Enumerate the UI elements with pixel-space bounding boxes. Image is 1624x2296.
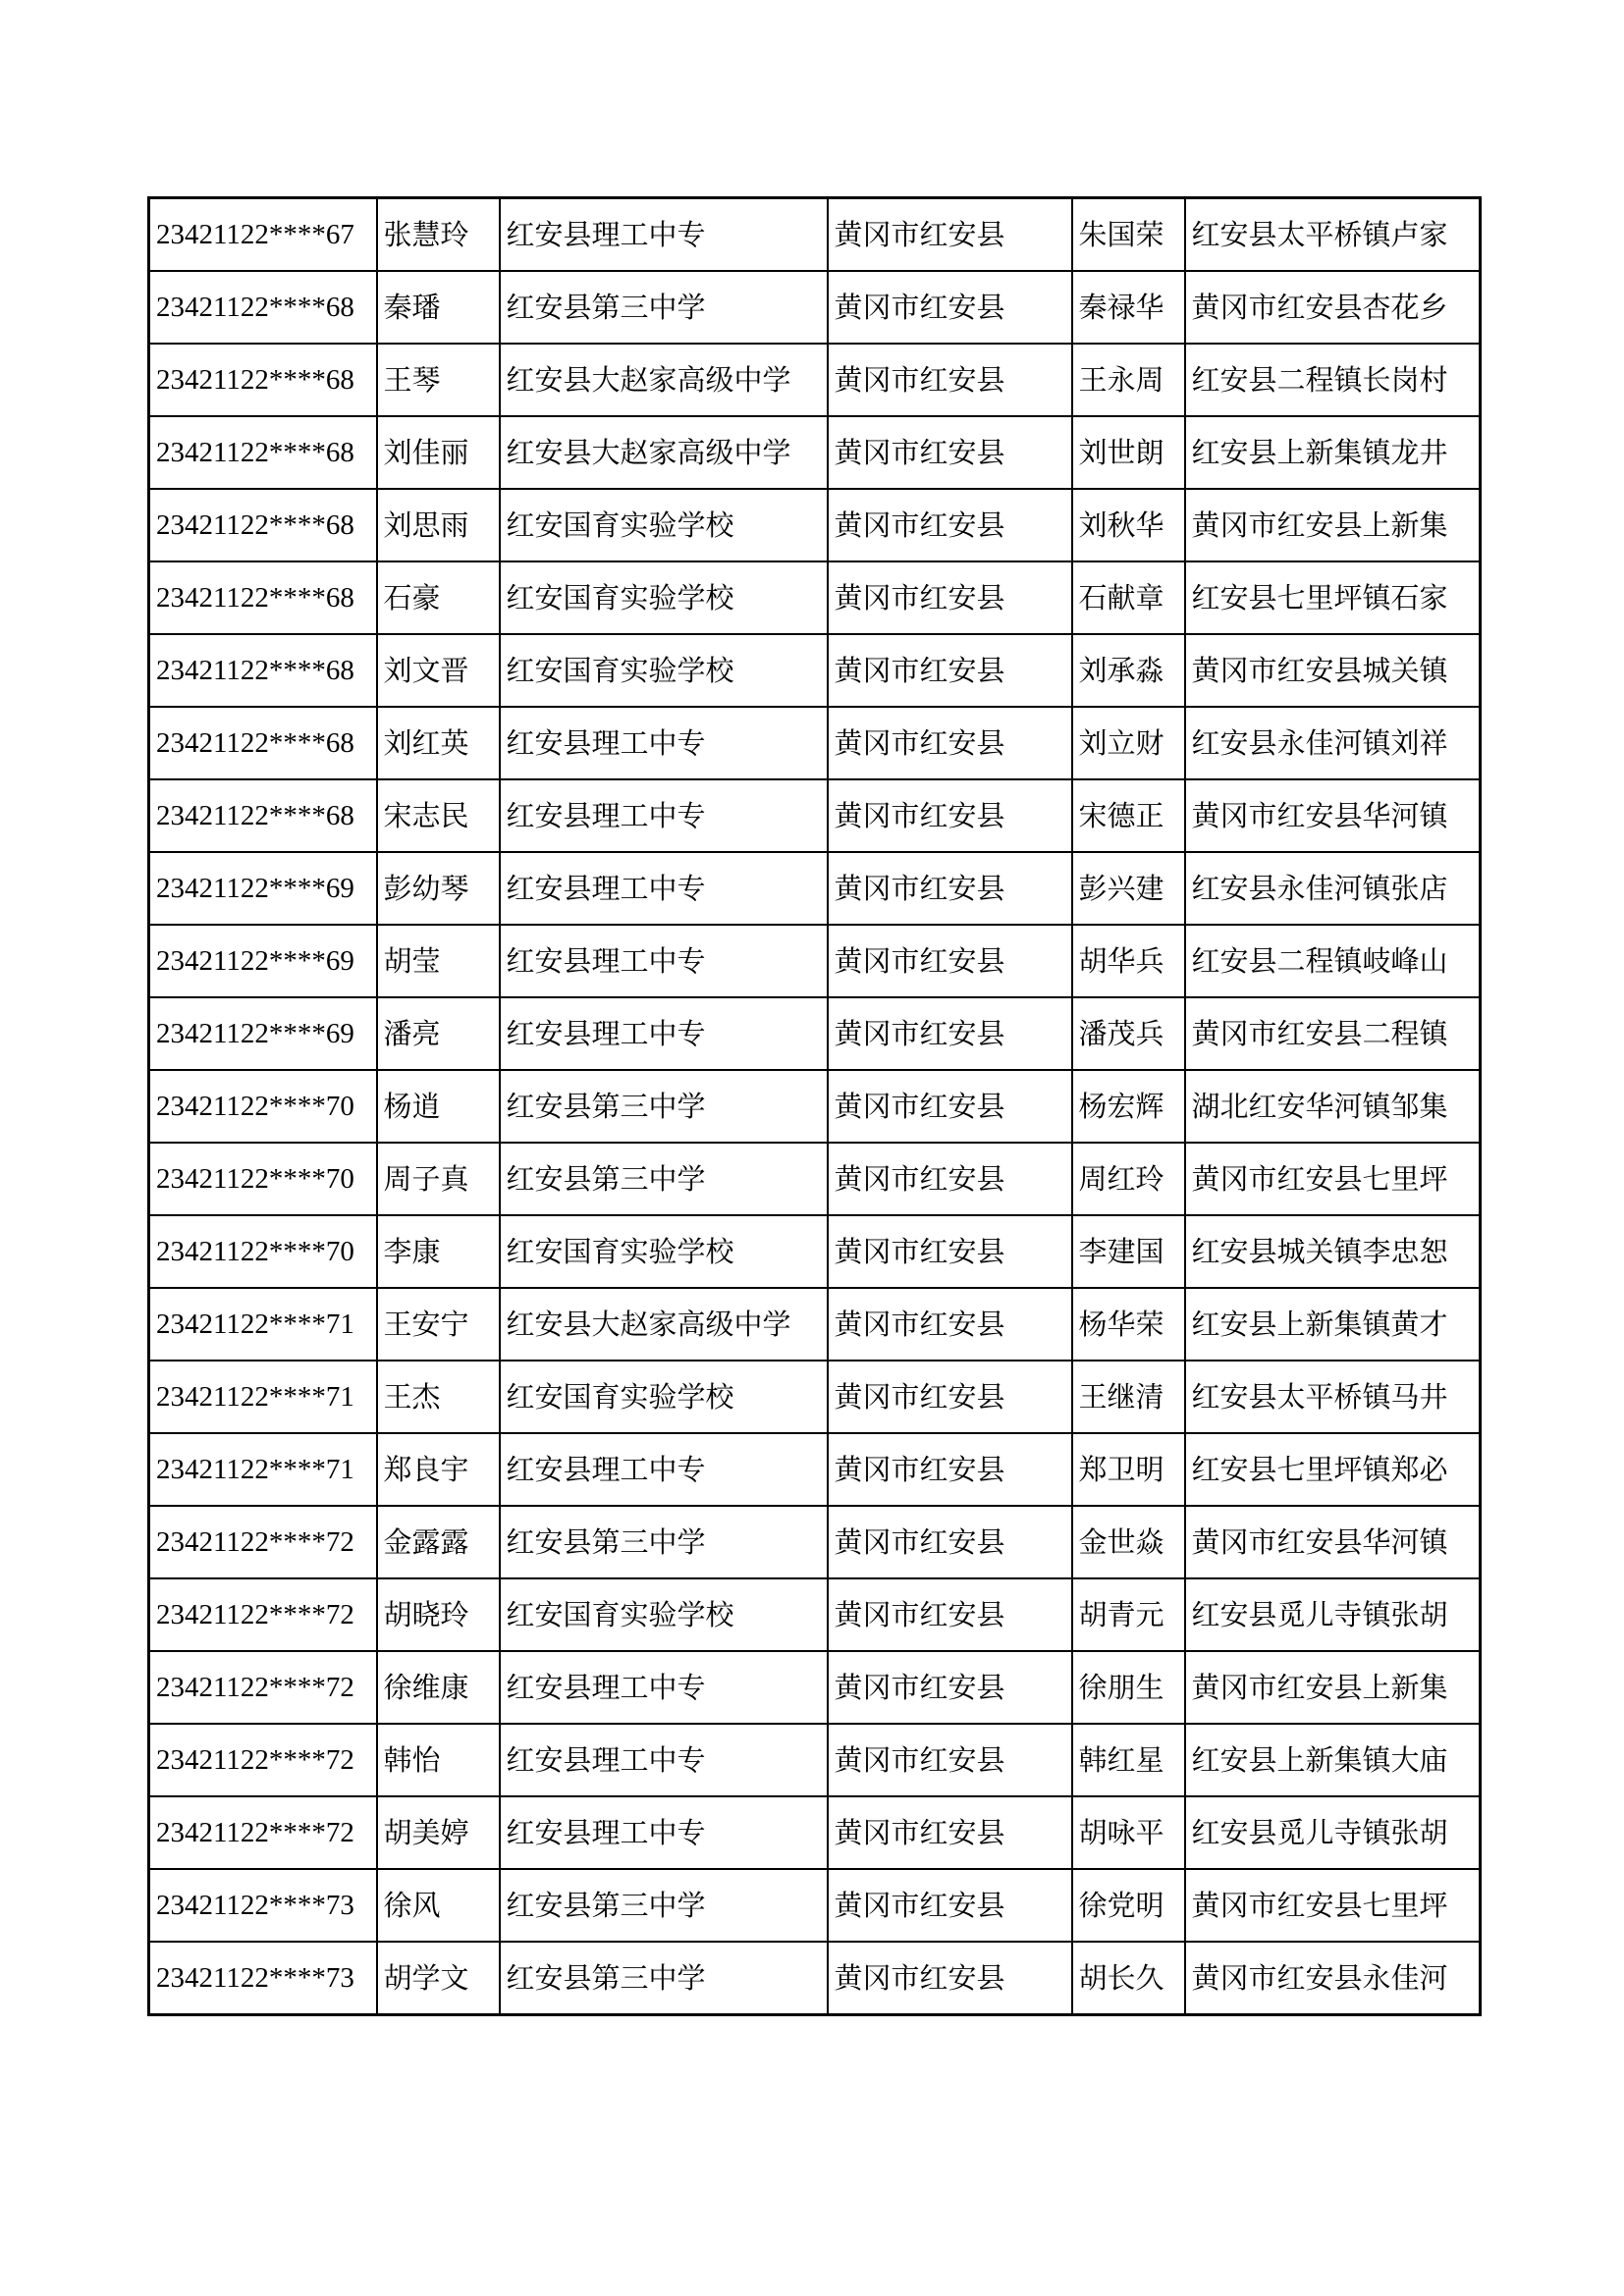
student-name-cell: 刘红英 [377, 707, 500, 779]
school-cell: 红安县理工中专 [500, 1796, 828, 1869]
guardian-name-cell: 刘秋华 [1072, 489, 1185, 561]
guardian-name-cell: 刘立财 [1072, 707, 1185, 779]
region-cell: 黄冈市红安县 [828, 1215, 1072, 1288]
guardian-name-cell: 王继清 [1072, 1361, 1185, 1433]
region-cell: 黄冈市红安县 [828, 271, 1072, 344]
guardian-name-cell: 宋德正 [1072, 779, 1185, 852]
region-cell: 黄冈市红安县 [828, 1796, 1072, 1869]
id-number-cell: 23421122****68 [149, 344, 377, 416]
table-row [149, 1215, 1481, 1288]
region-cell: 黄冈市红安县 [828, 707, 1072, 779]
school-cell: 红安国育实验学校 [500, 634, 828, 707]
address-cell: 黄冈市红安县七里坪 [1185, 1143, 1481, 1215]
id-number-cell: 23421122****67 [149, 198, 377, 272]
student-name-cell: 胡莹 [377, 925, 500, 997]
table-row [149, 1942, 1481, 2015]
school-cell: 红安县第三中学 [500, 1942, 828, 2015]
table-row [149, 852, 1481, 925]
guardian-name-cell: 石献章 [1072, 561, 1185, 634]
id-number-cell: 23421122****68 [149, 416, 377, 489]
address-cell: 红安县上新集镇龙井 [1185, 416, 1481, 489]
guardian-name-cell: 彭兴建 [1072, 852, 1185, 925]
table-row [149, 634, 1481, 707]
region-cell: 黄冈市红安县 [828, 925, 1072, 997]
table-row [149, 997, 1481, 1070]
region-cell: 黄冈市红安县 [828, 1361, 1072, 1433]
table-row [149, 198, 1481, 272]
id-number-cell: 23421122****72 [149, 1506, 377, 1578]
region-cell: 黄冈市红安县 [828, 779, 1072, 852]
id-number-cell: 23421122****72 [149, 1796, 377, 1869]
id-number-cell: 23421122****70 [149, 1143, 377, 1215]
school-cell: 红安县第三中学 [500, 1869, 828, 1942]
student-name-cell: 刘思雨 [377, 489, 500, 561]
school-cell: 红安县理工中专 [500, 1433, 828, 1506]
table-row [149, 271, 1481, 344]
table-row [149, 1070, 1481, 1143]
id-number-cell: 23421122****68 [149, 779, 377, 852]
address-cell: 黄冈市红安县杏花乡 [1185, 271, 1481, 344]
school-cell: 红安国育实验学校 [500, 1578, 828, 1651]
student-name-cell: 杨逍 [377, 1070, 500, 1143]
address-cell: 黄冈市红安县城关镇 [1185, 634, 1481, 707]
id-number-cell: 23421122****68 [149, 489, 377, 561]
region-cell: 黄冈市红安县 [828, 1578, 1072, 1651]
guardian-name-cell: 胡长久 [1072, 1942, 1185, 2015]
guardian-name-cell: 潘茂兵 [1072, 997, 1185, 1070]
guardian-name-cell: 杨宏辉 [1072, 1070, 1185, 1143]
region-cell: 黄冈市红安县 [828, 561, 1072, 634]
school-cell: 红安县大赵家高级中学 [500, 344, 828, 416]
guardian-name-cell: 王永周 [1072, 344, 1185, 416]
table-row [149, 1506, 1481, 1578]
address-cell: 红安县上新集镇黄才 [1185, 1288, 1481, 1361]
table-row [149, 707, 1481, 779]
student-name-cell: 张慧玲 [377, 198, 500, 272]
region-cell: 黄冈市红安县 [828, 1651, 1072, 1724]
id-number-cell: 23421122****72 [149, 1724, 377, 1796]
address-cell: 红安县七里坪镇郑必 [1185, 1433, 1481, 1506]
address-cell: 红安县觅儿寺镇张胡 [1185, 1796, 1481, 1869]
school-cell: 红安县大赵家高级中学 [500, 1288, 828, 1361]
address-cell: 黄冈市红安县永佳河 [1185, 1942, 1481, 2015]
address-cell: 红安县二程镇长岗村 [1185, 344, 1481, 416]
school-cell: 红安国育实验学校 [500, 489, 828, 561]
guardian-name-cell: 秦禄华 [1072, 271, 1185, 344]
school-cell: 红安县第三中学 [500, 1506, 828, 1578]
id-number-cell: 23421122****68 [149, 561, 377, 634]
region-cell: 黄冈市红安县 [828, 852, 1072, 925]
school-cell: 红安国育实验学校 [500, 1215, 828, 1288]
student-name-cell: 郑良宇 [377, 1433, 500, 1506]
guardian-name-cell: 胡咏平 [1072, 1796, 1185, 1869]
id-number-cell: 23421122****68 [149, 707, 377, 779]
student-name-cell: 王琴 [377, 344, 500, 416]
guardian-name-cell: 韩红星 [1072, 1724, 1185, 1796]
address-cell: 红安县觅儿寺镇张胡 [1185, 1578, 1481, 1651]
school-cell: 红安国育实验学校 [500, 1361, 828, 1433]
student-name-cell: 周子真 [377, 1143, 500, 1215]
guardian-name-cell: 刘世朗 [1072, 416, 1185, 489]
region-cell: 黄冈市红安县 [828, 997, 1072, 1070]
address-cell: 湖北红安华河镇邹集 [1185, 1070, 1481, 1143]
id-number-cell: 23421122****71 [149, 1361, 377, 1433]
table-row [149, 1433, 1481, 1506]
student-name-cell: 韩怡 [377, 1724, 500, 1796]
address-cell: 红安县永佳河镇张店 [1185, 852, 1481, 925]
address-cell: 红安县太平桥镇马井 [1185, 1361, 1481, 1433]
id-number-cell: 23421122****69 [149, 925, 377, 997]
guardian-name-cell: 胡华兵 [1072, 925, 1185, 997]
id-number-cell: 23421122****70 [149, 1070, 377, 1143]
guardian-name-cell: 徐党明 [1072, 1869, 1185, 1942]
region-cell: 黄冈市红安县 [828, 1506, 1072, 1578]
address-cell: 黄冈市红安县华河镇 [1185, 1506, 1481, 1578]
table-row [149, 344, 1481, 416]
region-cell: 黄冈市红安县 [828, 344, 1072, 416]
region-cell: 黄冈市红安县 [828, 634, 1072, 707]
school-cell: 红安县理工中专 [500, 779, 828, 852]
school-cell: 红安县理工中专 [500, 852, 828, 925]
student-name-cell: 胡美婷 [377, 1796, 500, 1869]
address-cell: 黄冈市红安县华河镇 [1185, 779, 1481, 852]
student-name-cell: 徐维康 [377, 1651, 500, 1724]
address-cell: 红安县七里坪镇石家 [1185, 561, 1481, 634]
guardian-name-cell: 刘承淼 [1072, 634, 1185, 707]
student-name-cell: 宋志民 [377, 779, 500, 852]
student-name-cell: 王安宁 [377, 1288, 500, 1361]
guardian-name-cell: 杨华荣 [1072, 1288, 1185, 1361]
region-cell: 黄冈市红安县 [828, 1942, 1072, 2015]
table-row [149, 1288, 1481, 1361]
region-cell: 黄冈市红安县 [828, 1433, 1072, 1506]
student-name-cell: 石豪 [377, 561, 500, 634]
guardian-name-cell: 胡青元 [1072, 1578, 1185, 1651]
id-number-cell: 23421122****72 [149, 1651, 377, 1724]
table-row [149, 561, 1481, 634]
id-number-cell: 23421122****68 [149, 634, 377, 707]
school-cell: 红安县理工中专 [500, 1724, 828, 1796]
school-cell: 红安县第三中学 [500, 271, 828, 344]
region-cell: 黄冈市红安县 [828, 416, 1072, 489]
guardian-name-cell: 徐朋生 [1072, 1651, 1185, 1724]
region-cell: 黄冈市红安县 [828, 1869, 1072, 1942]
guardian-name-cell: 郑卫明 [1072, 1433, 1185, 1506]
id-number-cell: 23421122****69 [149, 997, 377, 1070]
school-cell: 红安国育实验学校 [500, 561, 828, 634]
school-cell: 红安县理工中专 [500, 925, 828, 997]
student-name-cell: 彭幼琴 [377, 852, 500, 925]
school-cell: 红安县理工中专 [500, 997, 828, 1070]
roster-table [147, 196, 1482, 2016]
id-number-cell: 23421122****73 [149, 1942, 377, 2015]
school-cell: 红安县第三中学 [500, 1070, 828, 1143]
table-row [149, 489, 1481, 561]
student-name-cell: 刘文晋 [377, 634, 500, 707]
address-cell: 红安县二程镇岐峰山 [1185, 925, 1481, 997]
guardian-name-cell: 金世焱 [1072, 1506, 1185, 1578]
table-row [149, 925, 1481, 997]
school-cell: 红安县理工中专 [500, 198, 828, 272]
student-name-cell: 胡晓玲 [377, 1578, 500, 1651]
school-cell: 红安县理工中专 [500, 707, 828, 779]
id-number-cell: 23421122****68 [149, 271, 377, 344]
table-row [149, 1578, 1481, 1651]
guardian-name-cell: 周红玲 [1072, 1143, 1185, 1215]
id-number-cell: 23421122****71 [149, 1433, 377, 1506]
table-row [149, 1796, 1481, 1869]
id-number-cell: 23421122****70 [149, 1215, 377, 1288]
table-row [149, 1724, 1481, 1796]
table-row [149, 1869, 1481, 1942]
school-cell: 红安县理工中专 [500, 1651, 828, 1724]
region-cell: 黄冈市红安县 [828, 1724, 1072, 1796]
address-cell: 黄冈市红安县二程镇 [1185, 997, 1481, 1070]
student-name-cell: 潘亮 [377, 997, 500, 1070]
region-cell: 黄冈市红安县 [828, 198, 1072, 272]
id-number-cell: 23421122****73 [149, 1869, 377, 1942]
id-number-cell: 23421122****71 [149, 1288, 377, 1361]
school-cell: 红安县大赵家高级中学 [500, 416, 828, 489]
address-cell: 黄冈市红安县七里坪 [1185, 1869, 1481, 1942]
student-name-cell: 李康 [377, 1215, 500, 1288]
id-number-cell: 23421122****69 [149, 852, 377, 925]
region-cell: 黄冈市红安县 [828, 1143, 1072, 1215]
id-number-cell: 23421122****72 [149, 1578, 377, 1651]
address-cell: 红安县城关镇李忠恕 [1185, 1215, 1481, 1288]
table-row [149, 779, 1481, 852]
table-row [149, 1361, 1481, 1433]
address-cell: 红安县永佳河镇刘祥 [1185, 707, 1481, 779]
address-cell: 黄冈市红安县上新集 [1185, 1651, 1481, 1724]
student-name-cell: 徐风 [377, 1869, 500, 1942]
guardian-name-cell: 李建国 [1072, 1215, 1185, 1288]
address-cell: 红安县上新集镇大庙 [1185, 1724, 1481, 1796]
guardian-name-cell: 朱国荣 [1072, 198, 1185, 272]
table-row [149, 416, 1481, 489]
student-name-cell: 金露露 [377, 1506, 500, 1578]
student-name-cell: 秦璠 [377, 271, 500, 344]
table-row [149, 1143, 1481, 1215]
school-cell: 红安县第三中学 [500, 1143, 828, 1215]
student-name-cell: 王杰 [377, 1361, 500, 1433]
region-cell: 黄冈市红安县 [828, 1070, 1072, 1143]
region-cell: 黄冈市红安县 [828, 1288, 1072, 1361]
address-cell: 黄冈市红安县上新集 [1185, 489, 1481, 561]
table-row [149, 1651, 1481, 1724]
student-name-cell: 胡学文 [377, 1942, 500, 2015]
roster-body [149, 198, 1481, 2015]
region-cell: 黄冈市红安县 [828, 489, 1072, 561]
address-cell: 红安县太平桥镇卢家 [1185, 198, 1481, 272]
student-name-cell: 刘佳丽 [377, 416, 500, 489]
